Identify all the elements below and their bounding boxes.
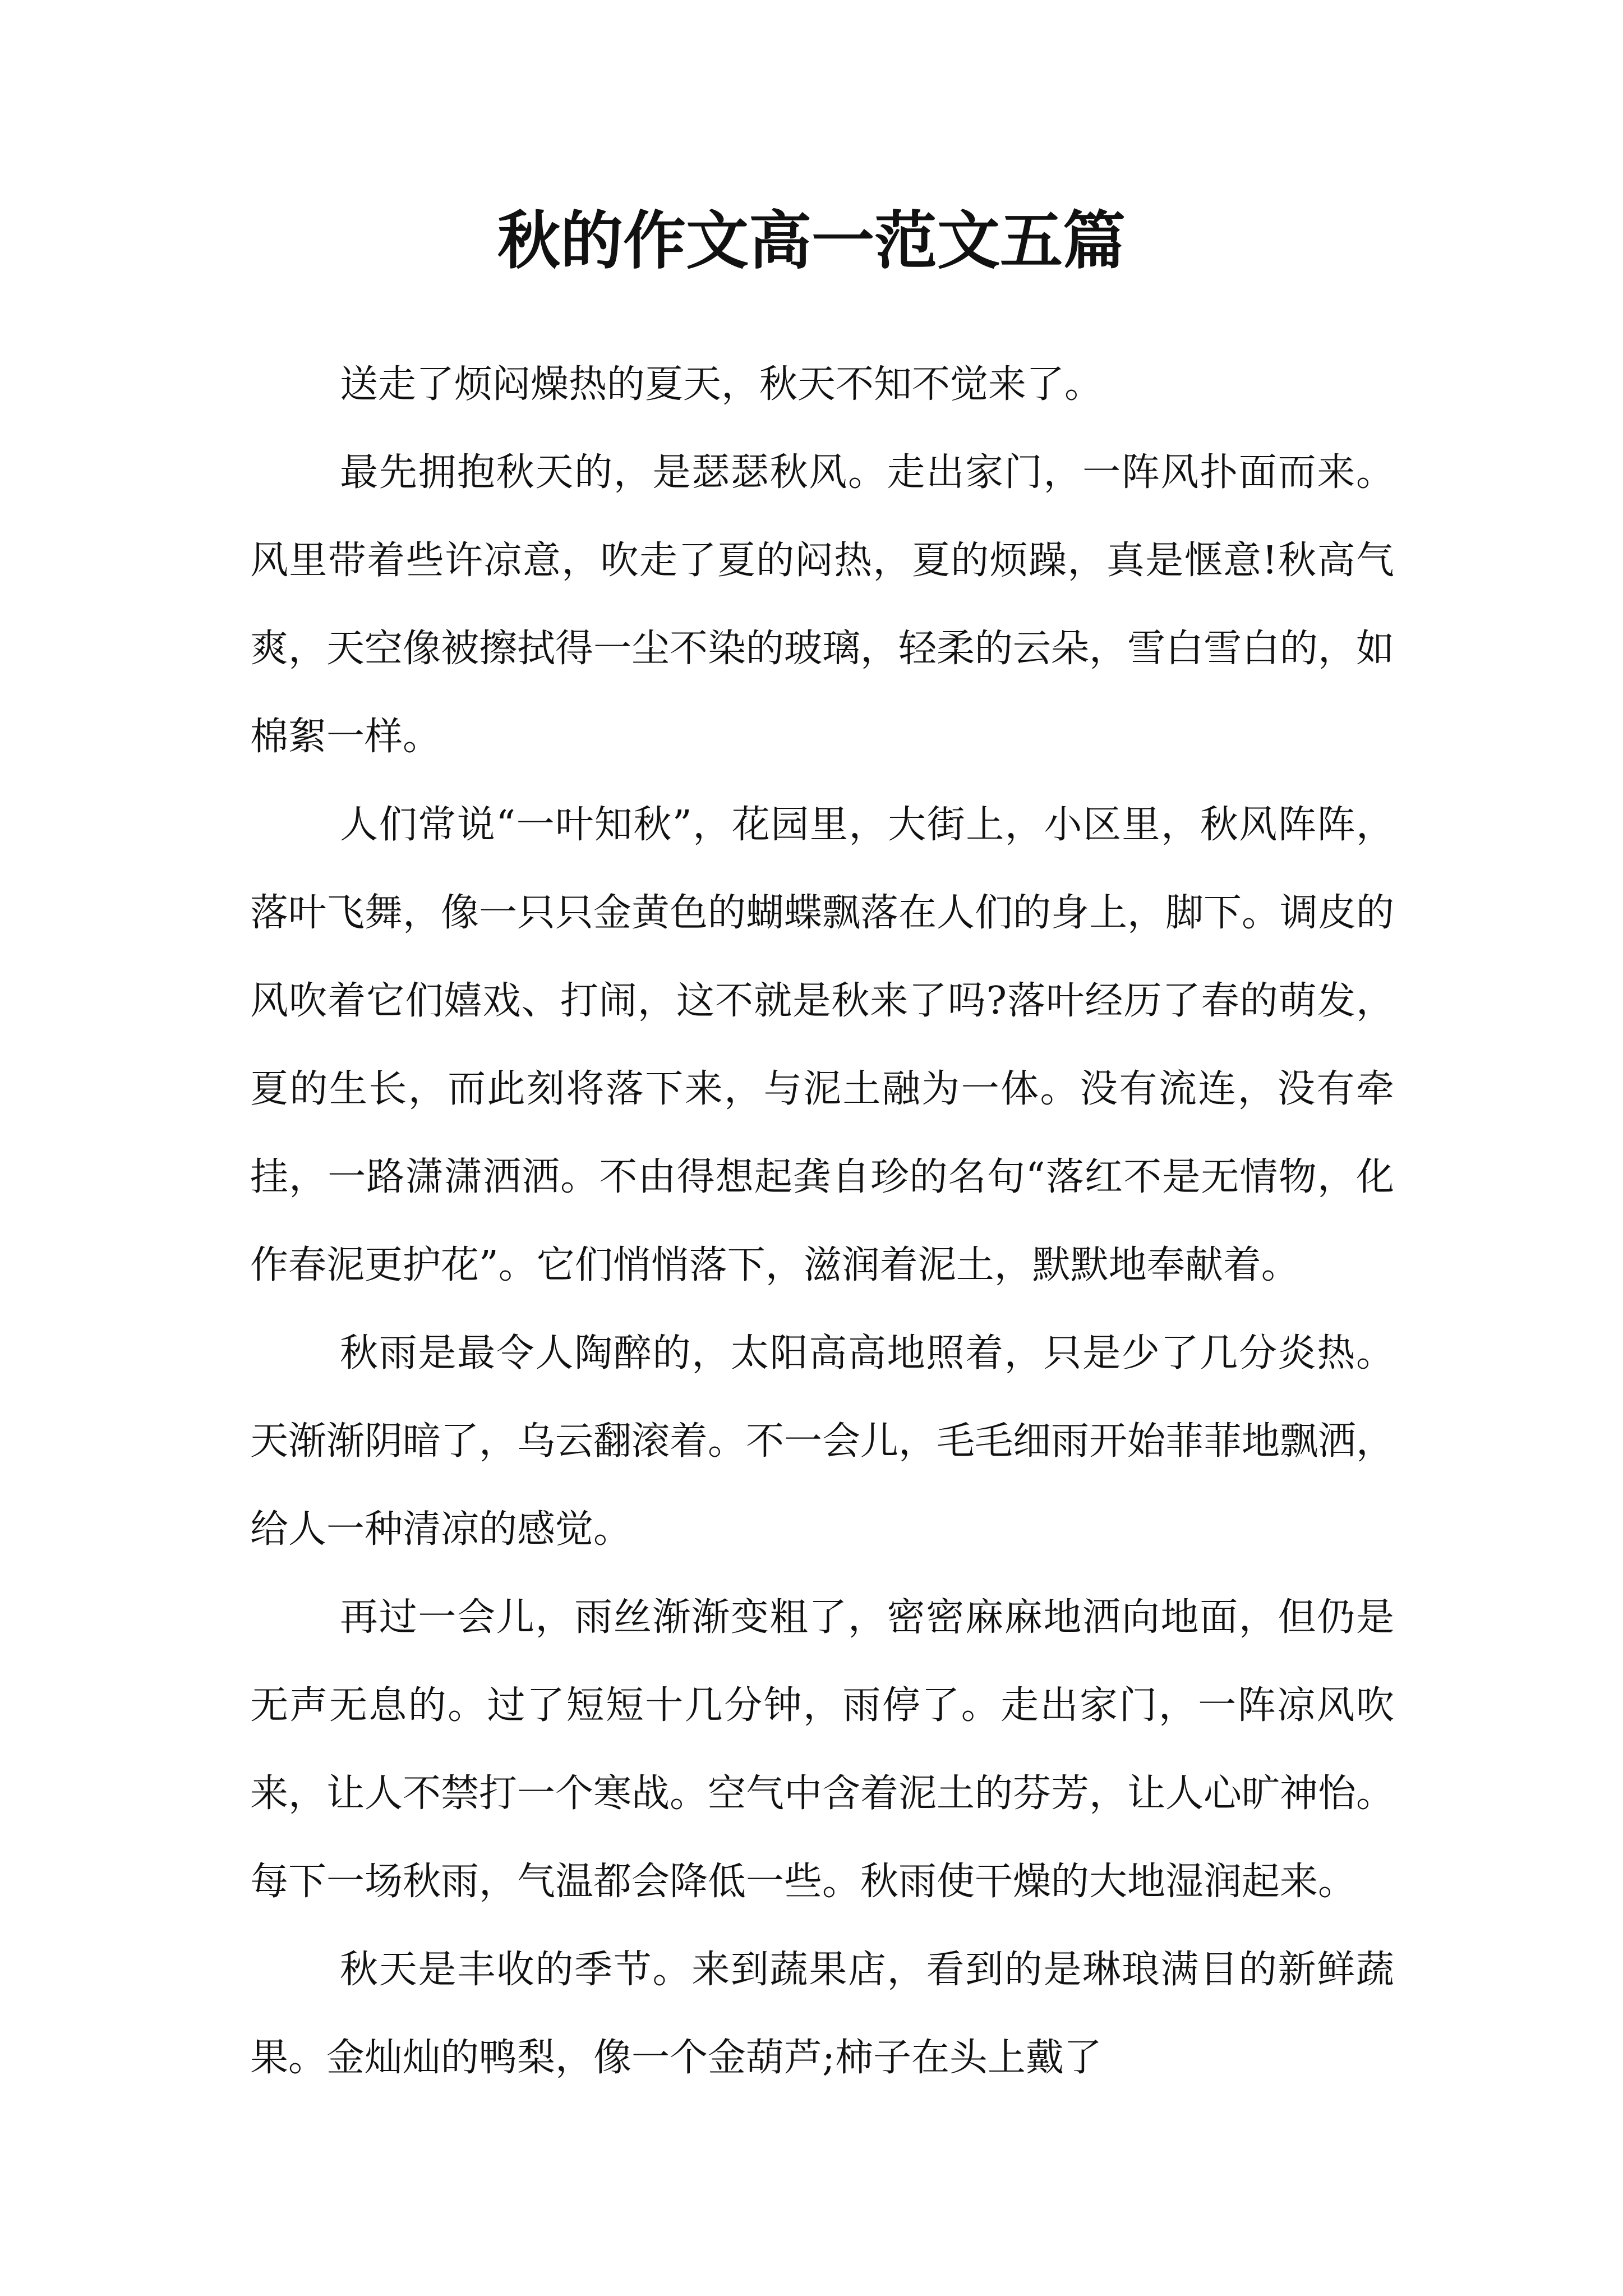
- paragraph: 人们常说“一叶知秋”，花园里，大街上，小区里，秋风阵阵，落叶飞舞，像一只只金黄色的蝴蝶飘落在人们的身上，脚下。调皮的风吹着它们嬉戏、打闹，这不就是秋来了吗?落叶经历了春的萌发，夏的生长，而此刻将落下来，与泥土融为一体。没有流连，没有牵挂，一路潇潇洒洒。不由得想起龚自珍的名句“落红不是无情物，化作春泥更护花”。它们悄悄落下，滋润着泥土，默默地奉献着。: [250, 803, 1395, 1287]
- document-title: 秋的作文高一范文五篇: [497, 204, 1126, 278]
- paragraph: 秋雨是最令人陶醉的，太阳高高地照着，只是少了几分炎热。天渐渐阴暗了，乌云翻滚着。不一会儿，毛毛细雨开始菲菲地飘洒，给人一种清凉的感觉。: [250, 1331, 1395, 1552]
- paragraph: 送走了烦闷燥热的夏天，秋天不知不觉来了。: [340, 362, 1103, 407]
- document-body: [250, 341, 1394, 2102]
- paragraph: 最先拥抱秋天的，是瑟瑟秋风。走出家门，一阵风扑面而来。风里带着些许凉意，吹走了夏的闷热，夏的烦躁，真是惬意!秋高气爽，天空像被擦拭得一尘不染的玻璃，轻柔的云朵，雪白雪白的，如棉絮一样。: [250, 450, 1395, 759]
- paragraph: 再过一会儿，雨丝渐渐变粗了，密密麻麻地洒向地面，但仍是无声无息的。过了短短十几分钟，雨停了。走出家门，一阵凉风吹来，让人不禁打一个寒战。空气中含着泥土的芬芳，让人心旷神怡。每下一场秋雨，气温都会降低一些。秋雨使干燥的大地湿润起来。: [250, 1595, 1395, 1904]
- paragraph: 秋天是丰收的季节。来到蔬果店，看到的是琳琅满目的新鲜蔬果。金灿灿的鸭梨，像一个金葫芦;柿子在头上戴了: [250, 1948, 1394, 2080]
